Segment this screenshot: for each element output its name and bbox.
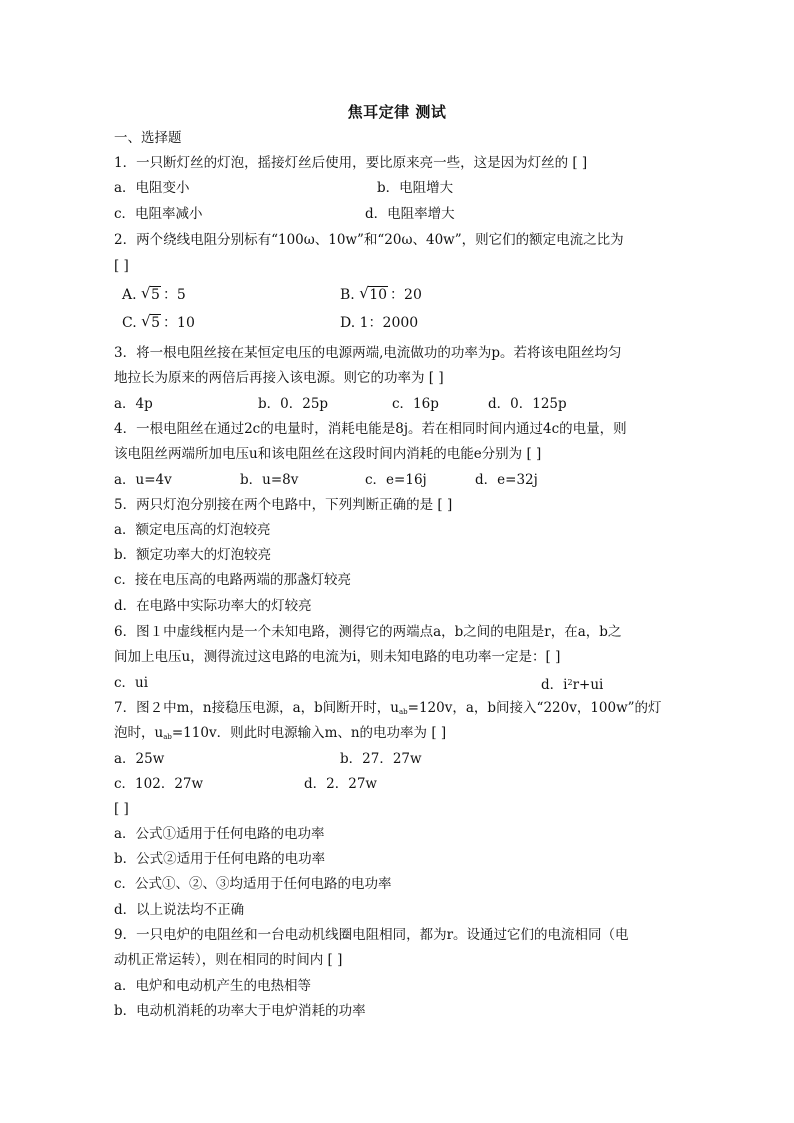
q2-option-c [122,314,195,332]
q5-option-c: c．接在电压高的电路两端的那盏灯较亮 [114,572,352,588]
q4-option-d: d．e=32j [475,472,538,488]
q7-option-a: a．25w [114,751,165,767]
q1-option-b: b．电阻增大 [377,180,454,196]
q1-option-c: c．电阻率减小 [114,206,203,222]
q5-option-d: d．在电路中实际功率大的灯较亮 [114,598,312,614]
q7-option-c: c．102．27w [114,776,204,792]
q7-stem-line2-b: =110v．则此时电源输入m、n的电功率为 [ ] [171,725,447,741]
q8-option-a: a．公式①适用于任何电路的电功率 [114,826,325,842]
q6-stem-line2: 间加上电压u，测得流过这电路的电流为i，则未知电路的电功率一定是：[ ] [114,649,561,665]
q9-stem-line1: 9．一只电炉的电阻丝和一台电动机线圈电阻相同，都为r。设通过它们的电流相同（电 [114,927,629,943]
q6-option-d-exponent: 2 [567,678,573,687]
q2-option-c-label: C. [122,315,137,331]
q2-option-a [122,286,186,304]
q2-option-c-rest: ：10 [163,315,195,331]
q2-option-b-label: B. [340,287,355,303]
q9-option-b: b．电动机消耗的功率大于电炉消耗的功率 [114,1003,366,1019]
q8-option-d: d．以上说法均不正确 [114,902,245,918]
q8-option-b: b．公式②适用于任何电路的电功率 [114,851,326,867]
q2-option-d: D. 1：2000 [340,315,419,331]
q2-option-a-rest: ：5 [162,287,186,303]
q3-option-d: d．0．125p [488,396,567,412]
page-title: 焦耳定律 测试 [347,103,447,121]
q2-option-a-radicand: 5 [151,287,160,303]
q4-option-b: b．u=8v [240,472,299,488]
q2-option-b-radicand: 10 [369,287,388,303]
q2-stem-line2: [ ] [114,258,129,274]
q3-stem-line2: 地拉长为原来的两倍后再接入该电源。则它的功率为 [ ] [114,370,444,386]
q3-option-b: b．0．25p [258,396,329,412]
sqrt-symbol: √ 5 [141,284,160,303]
sqrt-symbol: √ 5 [141,312,161,331]
q7-stem-line2 [114,724,446,746]
q2-stem-line1: 2．两个绕线电阻分别标有“100ω、10w”和“20ω、40w”，则它们的额定电流之比为 [114,232,624,248]
q6-option-c: c．ui [114,675,149,691]
sqrt-symbol: √ 10 [359,284,388,303]
q4-stem-line2: 该电阻丝两端所加电压u和该电阻丝在这段时间内消耗的电能e分别为 [ ] [114,446,542,462]
q5-option-a: a．额定电压高的灯泡较亮 [114,522,271,538]
q5-stem: 5．两只灯泡分别接在两个电路中，下列判断正确的是 [ ] [114,497,453,513]
q7-option-b: b．27．27w [340,751,422,767]
q9-option-a: a．电炉和电动机产生的电热相等 [114,978,312,994]
q7-stem-line1-a: 7．图２中m，n接稳压电源，a，b间断开时，u [114,700,399,716]
q6-option-d-pre: d．i [541,677,568,693]
q1-option-a: a．电阻变小 [114,180,190,196]
q7-stem-line1-sub: ab [398,708,408,716]
q7-stem-line1-b: =120v，a，b间接入“220v，100w”的灯 [407,700,662,716]
q7-stem-line2-sub: ab [163,733,172,741]
q3-option-a: a．4p [114,396,153,412]
q7-stem-line2-a: 泡时，u [114,725,164,741]
q7-stem-line1 [114,699,662,721]
q2-option-a-label: A. [122,287,137,303]
q1-stem: 1．一只断灯丝的灯泡，摇接灯丝后使用，要比原来亮一些，这是因为灯丝的 [ ] [114,155,588,171]
q6-stem-line1: 6．图１中虚线框内是一个未知电路，测得它的两端点a，b之间的电阻是r，在a，b之 [114,624,622,640]
q2-option-b [340,286,422,304]
q4-option-a: a．u=4v [114,472,172,488]
q7-option-d: d．2．27w [304,776,377,792]
q9-stem-line2: 动机正常运转），则在相同的时间内 [ ] [114,952,343,968]
q6-option-d-post: r+ui [572,677,604,693]
q4-option-c: c．e=16j [365,472,427,488]
q8-option-c: c．公式①、②、③均适用于任何电路的电功率 [114,876,392,892]
q2-option-c-radicand: 5 [151,315,161,331]
q5-option-b: b．额定功率大的灯泡较亮 [114,547,272,563]
q2-option-b-rest: ：20 [390,287,422,303]
section-heading: 一、选择题 [114,130,182,146]
q4-stem-line1: 4．一根电阻丝在通过2c的电量时，消耗电能是8j。若在相同时间内通过4c的电量，则 [114,421,627,437]
q6-option-d [541,674,603,694]
q3-option-c: c．16p [392,396,439,412]
q8-stem: [ ] [114,801,129,817]
q3-stem-line1: 3．将一根电阻丝接在某恒定电压的电源两端,电流做功的功率为p。若将该电阻丝均匀 [114,345,622,361]
q1-option-d: d．电阻率增大 [365,206,455,222]
